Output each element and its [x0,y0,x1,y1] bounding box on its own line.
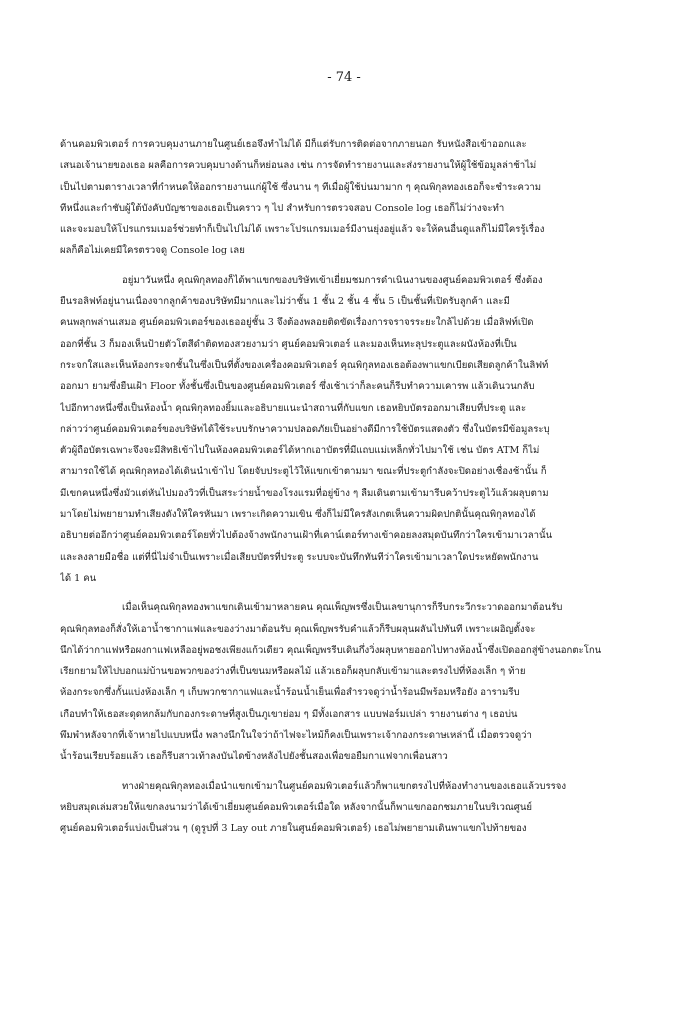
text-line: ออกที่ชั้น 3 ก็มองเห็นป้ายตัวโตสีดำติดทองสวยงามว่า ศูนย์คอมพิวเตอร์ และมองเห็นทะลุประตูและผนังห้องที่เป็น [60,338,517,350]
text-line: หยิบสมุดเล่มสวยให้แขกลงนามว่าได้เข้าเยี่ยมศูนย์คอมพิวเตอร์เมื่อใด หลังจากนั้นก็พาแขกออกชมภายในบริเวณศูนย์ [60,801,533,813]
text-line: ตัวผู้ถือบัตรเฉพาะจึงจะมีสิทธิเข้าไปในห้องคอมพิวเตอร์ได้หากเอาบัตรที่มีแถบแม่เหล็กทั่วไปมาใช้ เช่น บัตร ATM ก็ไม่ [60,445,540,457]
text-line: เสนอเจ้านายของเธอ ผลคือการควบคุมบางด้านก็หย่อนลง เช่น การจัดทำรายงานและส่งรายงานให้ผู้ใช้ข้อมูลล่าช้าไม่ [60,160,537,172]
text-line: และจะมอบให้โปรแกรมเมอร์ช่วยทำก็เป็นไปไม่ได้ เพราะโปรแกรมเมอร์มีงานยุ่งอยู่แล้ว จะให้คนอื่นดูแลก็ไม่มีใครรู้เรื่อง [60,224,545,236]
text-line: ได้ 1 คน [60,572,97,584]
page-number: - 74 - [327,70,361,85]
text-line: ด้านคอมพิวเตอร์ การควบคุมงานภายในศูนย์เธอจึงทำไม่ได้ มีก็แต่รับการติดต่อจากภายนอก รับหนังสือเข้าออกและ [60,139,527,150]
text-line: พึมพำหลังจากที่เจ้าหายไปแบบหนึ่ง พลางนึกในใจว่าถ้าไฟจะไหม้ก็คงเป็นเพราะเจ้ากองกระดาษเหล่านี้ เมื่อตรวจดูว่า [60,730,532,742]
text-line: ผลก็คือไม่เคยมีใครตรวจดู Console log เลย [60,245,245,257]
text-line: มาโดยไม่พยายามทำเสียงดังให้ใครหันมา เพราะเกิดความเขิน ซึ่งก็ไม่มีใครสังเกตเห็นความผิดปกตินั้นคุณพิกุลทองได้ [60,509,536,521]
text-line: ยืนรอลิฟท์อยู่นานเนื่องจากลูกค้าของบริษัทมีมากและไม่ว่าชั้น 1 ชั้น 2 ชั้น 4 ชั้น 5 เป็นชั้นที่เปิดรับลูกค้า และมี [60,296,510,308]
text-line: เรียกยามให้ไปบอกแม่บ้านขอพวกของว่างที่เป็นขนมหรือผลไม้ แล้วเธอก็ผลุบกลับเข้ามาและตรงไปที่ห้องเล็ก ๆ ท้าย [60,666,526,678]
text-line: ห้องกระจกซึ่งกั้นแบ่งห้องเล็ก ๆ เก็บพวกชากาแฟและน้ำร้อนน้ำเย็นเพื่อสำรวจดูว่าน้ำร้อนมีพร้อมหรือยัง อารามรีบ [60,687,520,699]
text-line: คนพลุกพล่านเสมอ ศูนย์คอมพิวเตอร์ของเธออยู่ชั้น 3 จึงต้องพลอยติดขัดเรื่องการจราจรระยะใกล้ไปด้วย เมื่อลิฟท์เปิด [60,317,534,329]
text-line: และลงลายมือชื่อ แต่ที่นี่ไม่จำเป็นเพราะเมื่อเสียบบัตรที่ประตู ระบบจะบันทึกทันทีว่าใครเข้ามาเวลาใดประหยัดพนักงาน [60,551,539,563]
text-line: ออกมา ยามซึ่งยืนเฝ้า Floor ทั้งชั้นซึ่งเป็นของศูนย์คอมพิวเตอร์ ซึ่งเช้าเว่าก็ละคนก็รีบทำความเคารพ แล้วเดินวนกลับ [60,381,535,393]
text-line: สามารถใช้ได้ คุณพิกุลทองได้เดินนำเข้าไป โดยจับประตูไว้ให้แขกเข้าตามมา ขณะที่ประตูกำลังจะปิดอย่างเชื่องช้านั้น ก็ [60,466,547,478]
text-line: เกือบทำให้เธอสะดุดหกล้มกับกองกระดาษที่สูงเป็นภูเขาย่อม ๆ มีทั้งเอกสาร แบบฟอร์มเปล่า รายงานต่าง ๆ เธอบ่น [60,708,518,720]
text-line: กล่าวว่าศูนย์คอมพิวเตอร์ของบริษัทได้ใช้ระบบรักษาความปลอดภัยเป็นอย่างดีมีการใช้บัตรแสดงตัว ซึ่งในบัตรมีข้อมูลระบุ [60,423,550,435]
text-line: ทีหนึ่งและกำชับผู้ใต้บังคับบัญชาของเธอเป็นคราว ๆ ไป สำหรับการตรวจสอบ Console log เธอก็ไม่ว่างจะทำ [60,202,505,214]
text-line: มีเขกคนหนึ่งซึ่งมัวแต่หันไปมองวิวที่เป็นสระว่ายน้ำของโรงแรมที่อยู่ข้าง ๆ ลืมเดินตามเข้ามารีบคว้าประตูไว้แล้วผลุบตาม [60,487,549,499]
text-line: คุณพิกุลทองก็สั่งให้เอาน้ำชากาแฟและของว่างมาต้อนรับ คุณเพ็ญพรรับคำแล้วก็รีบผลุนผลันไปทันที เพราะเผอิญตั้งจะ [60,623,536,635]
text-line: เป็นไปตามตารางเวลาที่กำหนดให้ออกรายงานแก่ผู้ใช้ ซึ่งนาน ๆ ทีเมื่อผู้ใช้บ่นมามาก ๆ คุณพิกุลทองเธอก็จะชำระความ [60,181,542,193]
paragraph-3 [60,597,626,767]
text-line: ศูนย์คอมพิวเตอร์แบ่งเป็นส่วน ๆ (ดูรูปที่ 3 Lay out ภายในศูนย์คอมพิวเตอร์) เธอไม่พยายามเดินพาแขกไปท้ายของ [60,823,527,835]
text-line: อธิบายต่ออีกว่าศูนย์คอมพิวเตอร์โดยทั่วไปต้องจ้างพนักงานเฝ้าที่เคาน์เตอร์ทางเข้าคอยลงสมุดบันทึกว่าใครเข้ามาเวลานั้น [60,530,553,542]
text-line: ไปอีกทางหนึ่งซึ่งเป็นห้องน้ำ คุณพิกุลทองยิ้มและอธิบายแนะนำสถานที่กับแขก เธอหยิบบัตรออกมาเสียบที่ประตู และ [60,402,527,414]
paragraph-2 [60,270,626,589]
paragraph-1 [60,134,626,262]
text-line: เมื่อเห็นคุณพิกุลทองพาแขกเดินเข้ามาหลายคน คุณเพ็ญพรซึ่งเป็นเลขานุการก็รีบกระวีกระวาดออกมาต้อนรับ [122,602,563,614]
text-line: ทางฝ่ายคุณพิกุลทองเมื่อนำแขกเข้ามาในศูนย์คอมพิวเตอร์แล้วก็พาแขกตรงไปที่ห้องทำงานของเธอแล้วบรรจง [122,780,567,792]
paragraph-4 [60,776,626,840]
text-line: กระจกใสและเห็นห้องกระจกชั้นในซึ่งเป็นที่ตั้งของเครื่องคอมพิวเตอร์ คุณพิกุลทองเธอต้องพาแขกเบียดเสียดลูกค้าในลิฟท์ [60,359,549,371]
body-text [60,134,626,848]
text-line: น้ำร้อนเรียบร้อยแล้ว เธอก็รีบสาวเท้าลงบันไดข้างหลังไปยังชั้นสองเพื่อขอยืมกาแฟจากเพื่อนสาว [60,751,448,763]
text-line: นึกได้ว่ากาแฟหรือผงกาแฟเหลืออยู่พอชงเพียงแก้วเดียว คุณเพ็ญพรรีบเดินกึ่งวิ่งผลุบหายออกไปทางห้องน้ำซึ่งเปิดออกสู่ข้างนอกตะโกน [60,644,602,656]
text-line: อยู่มาวันหนึ่ง คุณพิกุลทองก็ได้พาแขกของบริษัทเข้าเยี่ยมชมการดำเนินงานของศูนย์คอมพิวเตอร์ ซึ่งต้อง [122,274,543,286]
